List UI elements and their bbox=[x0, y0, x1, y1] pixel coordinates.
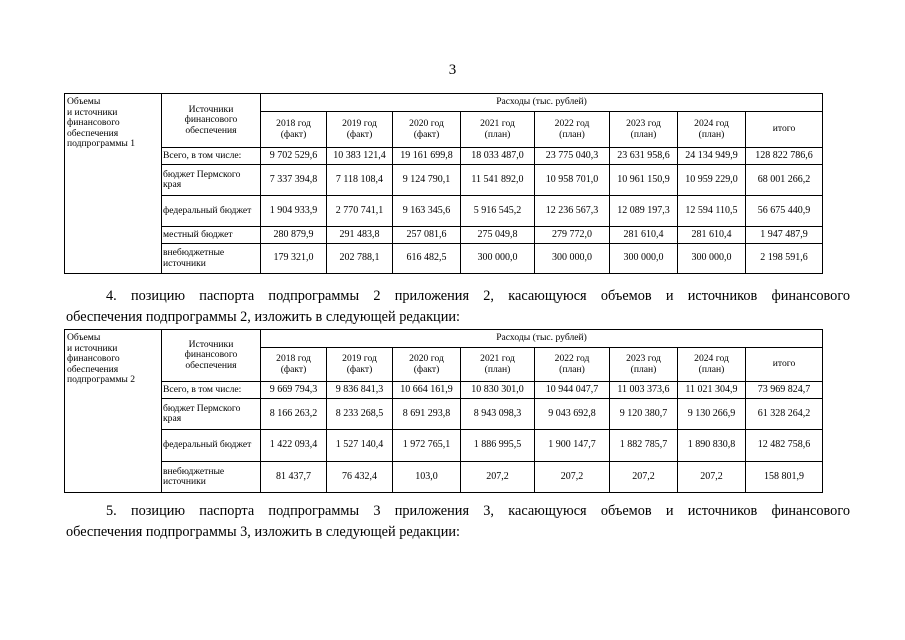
total-cell: 12 482 758,6 bbox=[746, 430, 823, 462]
year-header: 2024 год (план) bbox=[678, 348, 746, 382]
value-cell: 9 163 345,6 bbox=[393, 196, 461, 227]
value-cell: 1 882 785,7 bbox=[610, 430, 678, 462]
paragraph-line: 5. позицию паспорта подпрограммы 3 приложения 3, касающуюся объемов и источников финансового bbox=[106, 503, 850, 519]
value-cell: 7 337 394,8 bbox=[261, 165, 327, 196]
year-header: 2022 год (план) bbox=[535, 112, 610, 148]
table-row bbox=[65, 462, 823, 493]
value-cell: 300 000,0 bbox=[610, 244, 678, 274]
financing-table-subprogram-2 bbox=[64, 329, 823, 493]
value-cell: 10 830 301,0 bbox=[461, 382, 535, 399]
year-header: 2019 год (факт) bbox=[327, 112, 393, 148]
value-cell: 11 003 373,6 bbox=[610, 382, 678, 399]
value-cell: 12 089 197,3 bbox=[610, 196, 678, 227]
row-label: Объемы и источники финансового обеспечения подпрограммы 2 bbox=[65, 330, 162, 493]
total-cell: 2 198 591,6 bbox=[746, 244, 823, 274]
total-cell: 73 969 824,7 bbox=[746, 382, 823, 399]
financing-table-subprogram-1 bbox=[64, 93, 823, 274]
table-row bbox=[65, 244, 823, 274]
source-label: внебюджетные источники bbox=[162, 244, 261, 274]
table-row bbox=[65, 165, 823, 196]
value-cell: 9 124 790,1 bbox=[393, 165, 461, 196]
row-label: Объемы и источники финансового обеспечения подпрограммы 1 bbox=[65, 94, 162, 274]
value-cell: 7 118 108,4 bbox=[327, 165, 393, 196]
value-cell: 10 961 150,9 bbox=[610, 165, 678, 196]
value-cell: 11 541 892,0 bbox=[461, 165, 535, 196]
value-cell: 10 959 229,0 bbox=[678, 165, 746, 196]
year-header: 2022 год (план) bbox=[535, 348, 610, 382]
source-label: федеральный бюджет bbox=[162, 196, 261, 227]
sources-header: Источники финансового обеспечения bbox=[162, 94, 261, 148]
value-cell: 281 610,4 bbox=[678, 227, 746, 244]
value-cell: 24 134 949,9 bbox=[678, 148, 746, 165]
total-header: итого bbox=[746, 112, 823, 148]
source-label: федеральный бюджет bbox=[162, 430, 261, 462]
table-row bbox=[65, 430, 823, 462]
value-cell: 10 664 161,9 bbox=[393, 382, 461, 399]
value-cell: 207,2 bbox=[535, 462, 610, 493]
total-cell: 1 947 487,9 bbox=[746, 227, 823, 244]
value-cell: 207,2 bbox=[610, 462, 678, 493]
year-header: 2024 год (план) bbox=[678, 112, 746, 148]
value-cell: 179 321,0 bbox=[261, 244, 327, 274]
value-cell: 23 631 958,6 bbox=[610, 148, 678, 165]
value-cell: 5 916 545,2 bbox=[461, 196, 535, 227]
total-cell: 61 328 264,2 bbox=[746, 399, 823, 430]
value-cell: 103,0 bbox=[393, 462, 461, 493]
value-cell: 12 236 567,3 bbox=[535, 196, 610, 227]
value-cell: 76 432,4 bbox=[327, 462, 393, 493]
paragraph-line: обеспечения подпрограммы 2, изложить в следующей редакции: bbox=[66, 309, 460, 325]
year-header: 2019 год (факт) bbox=[327, 348, 393, 382]
source-label: Всего, в том числе: bbox=[162, 382, 261, 399]
value-cell: 9 669 794,3 bbox=[261, 382, 327, 399]
value-cell: 23 775 040,3 bbox=[535, 148, 610, 165]
value-cell: 9 702 529,6 bbox=[261, 148, 327, 165]
table-row bbox=[65, 399, 823, 430]
value-cell: 18 033 487,0 bbox=[461, 148, 535, 165]
year-header: 2021 год (план) bbox=[461, 112, 535, 148]
paragraph-4 bbox=[66, 286, 850, 328]
total-header: итого bbox=[746, 348, 823, 382]
value-cell: 10 944 047,7 bbox=[535, 382, 610, 399]
source-label: Всего, в том числе: bbox=[162, 148, 261, 165]
value-cell: 8 233 268,5 bbox=[327, 399, 393, 430]
sources-header: Источники финансового обеспечения bbox=[162, 330, 261, 382]
value-cell: 9 120 380,7 bbox=[610, 399, 678, 430]
value-cell: 10 958 701,0 bbox=[535, 165, 610, 196]
value-cell: 300 000,0 bbox=[678, 244, 746, 274]
value-cell: 9 130 266,9 bbox=[678, 399, 746, 430]
total-cell: 68 001 266,2 bbox=[746, 165, 823, 196]
value-cell: 2 770 741,1 bbox=[327, 196, 393, 227]
page-number: 3 bbox=[448, 62, 457, 78]
value-cell: 291 483,8 bbox=[327, 227, 393, 244]
paragraph-line: обеспечения подпрограммы 3, изложить в следующей редакции: bbox=[66, 524, 460, 540]
year-header: 2020 год (факт) bbox=[393, 112, 461, 148]
year-header: 2018 год (факт) bbox=[261, 112, 327, 148]
expenses-header: Расходы (тыс. рублей) bbox=[261, 330, 823, 348]
value-cell: 281 610,4 bbox=[610, 227, 678, 244]
value-cell: 300 000,0 bbox=[535, 244, 610, 274]
total-cell: 128 822 786,6 bbox=[746, 148, 823, 165]
value-cell: 1 886 995,5 bbox=[461, 430, 535, 462]
value-cell: 8 166 263,2 bbox=[261, 399, 327, 430]
value-cell: 207,2 bbox=[678, 462, 746, 493]
value-cell: 275 049,8 bbox=[461, 227, 535, 244]
value-cell: 11 021 304,9 bbox=[678, 382, 746, 399]
value-cell: 1 527 140,4 bbox=[327, 430, 393, 462]
value-cell: 207,2 bbox=[461, 462, 535, 493]
value-cell: 280 879,9 bbox=[261, 227, 327, 244]
paragraph-line: 4. позицию паспорта подпрограммы 2 приложения 2, касающуюся объемов и источников финансового bbox=[106, 288, 850, 304]
value-cell: 202 788,1 bbox=[327, 244, 393, 274]
value-cell: 8 943 098,3 bbox=[461, 399, 535, 430]
year-header: 2023 год (план) bbox=[610, 112, 678, 148]
expenses-header: Расходы (тыс. рублей) bbox=[261, 94, 823, 112]
value-cell: 1 890 830,8 bbox=[678, 430, 746, 462]
value-cell: 81 437,7 bbox=[261, 462, 327, 493]
value-cell: 1 422 093,4 bbox=[261, 430, 327, 462]
value-cell: 1 904 933,9 bbox=[261, 196, 327, 227]
paragraph-5 bbox=[66, 501, 850, 543]
source-label: бюджет Пермского края bbox=[162, 399, 261, 430]
total-cell: 158 801,9 bbox=[746, 462, 823, 493]
value-cell: 19 161 699,8 bbox=[393, 148, 461, 165]
value-cell: 1 972 765,1 bbox=[393, 430, 461, 462]
table-row bbox=[65, 382, 823, 399]
table-row bbox=[65, 196, 823, 227]
year-header: 2023 год (план) bbox=[610, 348, 678, 382]
value-cell: 279 772,0 bbox=[535, 227, 610, 244]
value-cell: 8 691 293,8 bbox=[393, 399, 461, 430]
year-header: 2021 год (план) bbox=[461, 348, 535, 382]
source-label: местный бюджет bbox=[162, 227, 261, 244]
value-cell: 9 043 692,8 bbox=[535, 399, 610, 430]
table-row bbox=[65, 227, 823, 244]
value-cell: 257 081,6 bbox=[393, 227, 461, 244]
value-cell: 1 900 147,7 bbox=[535, 430, 610, 462]
value-cell: 10 383 121,4 bbox=[327, 148, 393, 165]
value-cell: 9 836 841,3 bbox=[327, 382, 393, 399]
source-label: внебюджетные источники bbox=[162, 462, 261, 493]
source-label: бюджет Пермского края bbox=[162, 165, 261, 196]
year-header: 2020 год (факт) bbox=[393, 348, 461, 382]
value-cell: 12 594 110,5 bbox=[678, 196, 746, 227]
table-row bbox=[65, 148, 823, 165]
year-header: 2018 год (факт) bbox=[261, 348, 327, 382]
total-cell: 56 675 440,9 bbox=[746, 196, 823, 227]
value-cell: 300 000,0 bbox=[461, 244, 535, 274]
value-cell: 616 482,5 bbox=[393, 244, 461, 274]
